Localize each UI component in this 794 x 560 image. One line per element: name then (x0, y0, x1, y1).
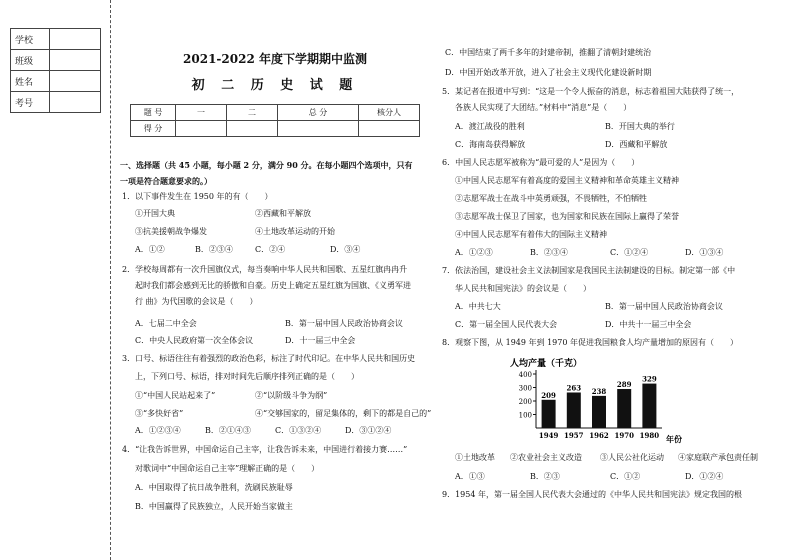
y-tick-label: 300 (518, 384, 532, 393)
x-tick-label: 1962 (589, 431, 609, 440)
q8-option-d[interactable]: D．①②④ (685, 472, 724, 481)
score-row-label: 得 分 (131, 121, 176, 137)
y-tick-label: 400 (518, 371, 532, 379)
q3-item1: ①“中国人民站起来了” (135, 391, 216, 400)
q8-option-a[interactable]: A．①③ (455, 472, 485, 481)
score-cell[interactable] (278, 121, 359, 137)
q7-option-b[interactable]: B．第一届中国人民政治协商会议 (605, 302, 723, 311)
q4-option-d[interactable]: D．中国开始改革开放，进入了社会主义现代化建设新时期 (445, 68, 652, 77)
section-heading-line2: 一项是符合题意要求的。） (120, 176, 212, 186)
q6-option-d[interactable]: D．①③④ (685, 248, 724, 257)
q8-option-c[interactable]: C．①② (610, 472, 641, 481)
q2-option-c[interactable]: C．中央人民政府第一次全体会议 (135, 336, 254, 345)
bar (592, 396, 606, 428)
x-tick-label: 1957 (564, 431, 584, 440)
q6-option-c[interactable]: C．①②④ (610, 248, 649, 257)
bar-value-label: 289 (616, 379, 632, 389)
y-tick-label: 100 (518, 411, 532, 420)
score-header-part1: 一 (176, 105, 227, 121)
q4-stem-line1: 4．“让我告诉世界，中国命运自己主宰，让我告诉未来，中国进行着接力赛……” (122, 445, 408, 454)
x-tick-label: 1980 (639, 431, 660, 440)
q6-item3: ③志愿军战士保卫了国家，也为国家和民族在国际上赢得了荣誉 (455, 212, 679, 221)
score-table (130, 104, 420, 137)
q4-option-c[interactable]: C．中国结束了两千多年的封建帝制，推翻了清朝封建统治 (445, 48, 652, 57)
x-tick-label: 1970 (614, 431, 634, 440)
q1-stem: 1．以下事件发生在 1950 年的有（ ） (122, 192, 273, 201)
q5-option-a[interactable]: A．渡江战役的胜利 (455, 122, 525, 131)
info-label-school: 学校 (11, 29, 50, 50)
chart-xlabel: 年份 (666, 434, 682, 444)
q3-option-d[interactable]: D．③①②④ (345, 426, 392, 435)
q5-stem-line1: 5．某记者在报道中写到：“这是一个令人振奋的消息，标志着祖国大陆获得了统一， (442, 87, 740, 96)
q4-stem-line2: 对歌词中“中国命运自己主宰”理解正确的是（ ） (135, 464, 320, 473)
q3-item4: ④“交够国家的，留足集体的，剩下的都是自己的” (255, 409, 432, 418)
q1-option-b[interactable]: B．②③④ (195, 245, 233, 254)
q3-option-a[interactable]: A．①②③④ (135, 426, 181, 435)
exam-title: 2021-2022 年度下学期期中监测 (183, 52, 367, 66)
q8-option-b[interactable]: B．②③ (530, 472, 560, 481)
info-field-id[interactable] (50, 92, 101, 113)
q8-item3: ③人民公社化运动 (600, 453, 664, 462)
q6-item2: ②志愿军战士在战斗中英勇顽强，不畏牺牲，不怕牺牲 (455, 194, 647, 203)
q9-stem-line1: 9．1954 年，第一届全国人民代表大会通过的《中华人民共和国宪法》规定我国的根 (442, 490, 742, 499)
q3-item3: ③“多快好省” (135, 409, 184, 418)
q3-option-b[interactable]: B．②①④③ (205, 426, 251, 435)
q2-option-a[interactable]: A．七届二中全会 (135, 319, 197, 328)
q6-stem: 6．中国人民志愿军被称为“最可爱的人”是因为（ ） (442, 158, 640, 167)
section-heading-line1: 一、选择题（共 45 小题，每小题 2 分，满分 90 分。在每小题四个选项中，只有 (120, 160, 413, 170)
q6-item4: ④中国人民志愿军有着伟大的国际主义精神 (455, 230, 607, 239)
q6-item1: ①中国人民志愿军有着高度的爱国主义精神和革命英雄主义精神 (455, 176, 679, 185)
bar-value-label: 329 (642, 374, 657, 384)
score-header-total: 总 分 (278, 105, 359, 121)
score-header-part2: 二 (227, 105, 278, 121)
bar (542, 400, 556, 428)
grain-output-chart (508, 356, 694, 446)
q4-option-a[interactable]: A．中国取得了抗日战争胜利，洗刷民族耻辱 (135, 483, 293, 492)
score-cell[interactable] (176, 121, 227, 137)
q4-option-b[interactable]: B．中国赢得了民族独立，人民开始当家做主 (135, 502, 293, 511)
info-field-name[interactable] (50, 71, 101, 92)
q5-stem-line2: 各族人民实现了大团结。”材料中“消息”是（ ） (455, 103, 632, 112)
info-label-class: 班级 (11, 50, 50, 71)
q8-item2: ②农业社会主义改造 (510, 453, 582, 462)
q7-option-a[interactable]: A．中共七大 (455, 302, 501, 311)
score-cell[interactable] (359, 121, 420, 137)
chart-ylabel: 人均产量（千克） (510, 359, 583, 369)
q7-option-c[interactable]: C．第一届全国人民代表大会 (455, 320, 558, 329)
info-field-class[interactable] (50, 50, 101, 71)
q3-item2: ②“以阶级斗争为纲” (255, 391, 328, 400)
y-tick-label: 200 (518, 398, 532, 406)
q7-option-d[interactable]: D．中共十一届三中全会 (605, 320, 692, 329)
q7-stem-line2: 华人民共和国宪法》的会议是（ ） (455, 284, 591, 293)
bar (567, 392, 581, 428)
q3-option-c[interactable]: C．①③②④ (275, 426, 322, 435)
q1-item4: ④土地改革运动的开始 (255, 227, 335, 236)
q2-stem-line2: 起时我们都会感到无比的骄傲和自豪。历史上确定五星红旗为国旗、《义勇军进 (135, 281, 411, 290)
q1-item1: ①开国大典 (135, 209, 175, 218)
score-header-checker: 核分人 (359, 105, 420, 121)
q1-item3: ③抗美援朝战争爆发 (135, 227, 207, 236)
q3-stem-line1: 3．口号、标语往往有着强烈的政治色彩，标注了时代印记。在中华人民共和国历史 (122, 354, 416, 363)
bar (642, 384, 656, 428)
q8-stem: 8．观察下图，从 1949 年到 1970 年促进我国粮食人均产量增加的原因有（ ） (442, 338, 738, 347)
q1-option-c[interactable]: C．②④ (255, 245, 286, 254)
q5-option-b[interactable]: B．开国大典的举行 (605, 122, 675, 131)
q5-option-d[interactable]: D．西藏和平解放 (605, 140, 668, 149)
q8-item1: ①土地改革 (455, 453, 495, 462)
bar-value-label: 209 (541, 390, 556, 400)
bar-value-label: 263 (566, 383, 582, 393)
student-info-table (10, 28, 101, 113)
info-label-id: 考号 (11, 92, 50, 113)
q1-option-d[interactable]: D．③④ (330, 245, 361, 254)
q8-item4: ④家庭联产承包责任制 (678, 453, 758, 462)
q7-stem-line1: 7．依法治国，建设社会主义法制国家是我国民主法制建设的目标。制定第一部《中 (442, 266, 736, 275)
q5-option-c[interactable]: C．海南岛获得解放 (455, 140, 526, 149)
score-header-item: 题 号 (131, 105, 176, 121)
q2-option-d[interactable]: D．十一届三中全会 (285, 336, 356, 345)
score-cell[interactable] (227, 121, 278, 137)
info-field-school[interactable] (50, 29, 101, 50)
q1-item2: ②西藏和平解放 (255, 209, 311, 218)
q6-option-b[interactable]: B．②③④ (530, 248, 568, 257)
q2-option-b[interactable]: B．第一届中国人民政治协商会议 (285, 319, 403, 328)
exam-subtitle: 初 二 历 史 试 题 (191, 78, 359, 93)
binding-line (110, 0, 111, 560)
q6-option-a[interactable]: A．①②③ (455, 248, 493, 257)
q1-option-a[interactable]: A．①② (135, 245, 165, 254)
q3-stem-line2: 上，下列口号、标语，排对时间先后顺序排列正确的是（ ） (135, 372, 359, 381)
bar-value-label: 238 (591, 386, 607, 396)
q2-stem-line1: 2．学校每周都有一次升国旗仪式，每当奏响中华人民共和国歌、五星红旗冉冉升 (122, 265, 408, 274)
bar (617, 389, 631, 428)
x-tick-label: 1949 (538, 431, 559, 440)
info-label-name: 姓名 (11, 71, 50, 92)
q2-stem-line3: 行 曲》为代国歌的会议是（ ） (135, 297, 258, 306)
bar-chart (508, 356, 694, 446)
